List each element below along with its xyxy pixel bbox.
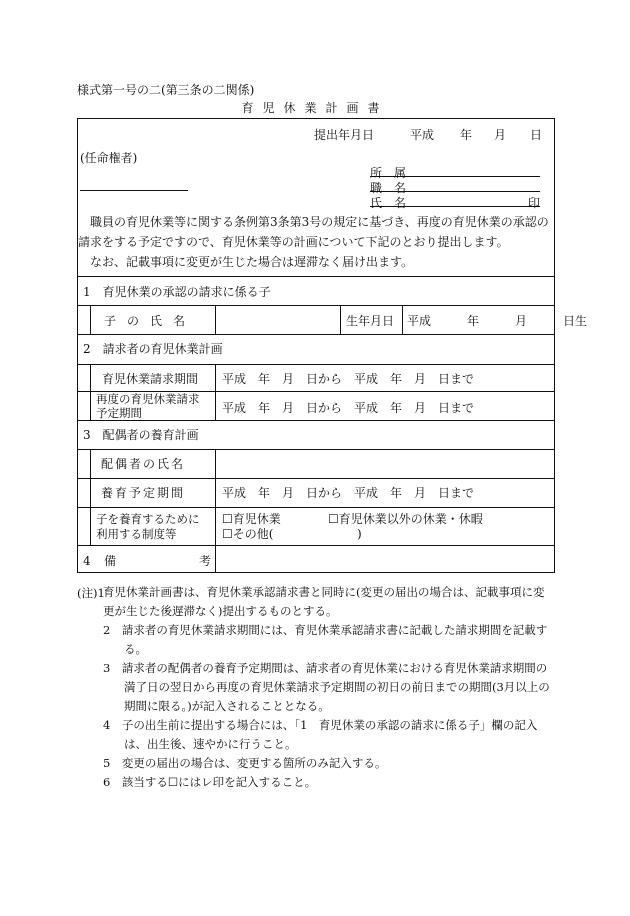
other-close-paren: ) — [357, 527, 362, 541]
spouse-name-field[interactable] — [216, 450, 554, 477]
appointer-line — [80, 190, 188, 191]
care-system-label-line2: 利用する制度等 — [96, 527, 177, 541]
section2-heading: 2 請求者の育児休業計画 — [83, 342, 223, 356]
remarks-label-char1: 備 — [104, 554, 117, 568]
submission-date-day: 日 — [530, 128, 543, 142]
rule — [90, 449, 91, 545]
rule — [90, 364, 91, 420]
note-3: 3 請求者の配偶者の養育予定期間は、請求者の育児休業における育児休業請求期間の満了日の翌日から再度の育児休業請求予定期間の初日の前日までの期間(3月以上の期間に限る。)が記入されることとなる。 — [103, 661, 550, 713]
note-2: 2 請求者の育児休業請求期間には、育児休業承認請求書に記載した請求期間を記載する。 — [103, 623, 548, 656]
spouse-name-label: 配偶者の氏名 — [101, 457, 186, 471]
leave-period-label: 育児休業請求期間 — [102, 372, 199, 386]
rule — [215, 364, 216, 420]
section3-heading: 3 配偶者の養育計画 — [83, 428, 199, 442]
rule — [77, 507, 555, 508]
rule — [77, 420, 555, 421]
form-title: 育児休業計画書 — [241, 101, 389, 115]
submission-date-year: 年 — [460, 128, 473, 142]
child-name-field[interactable] — [216, 306, 339, 333]
repeat-leave-field[interactable]: 平成 年 月 日から 平成 年 月 日まで — [222, 401, 475, 415]
submission-date-label: 提出年月日 — [314, 128, 375, 142]
section1-heading: 1 育児休業の承認の請求に係る子 — [83, 285, 271, 299]
rule — [77, 276, 555, 277]
submission-date-month: 月 — [494, 128, 507, 142]
rule — [90, 305, 91, 334]
checkbox-other[interactable]: ☐その他( — [222, 527, 274, 541]
care-system-label-line1: 子を養育するために — [96, 512, 200, 526]
rule — [77, 364, 555, 365]
care-period-label: 養育予定期間 — [101, 486, 186, 500]
rule — [402, 305, 403, 334]
repeat-leave-label-line2: 予定期間 — [96, 406, 142, 420]
repeat-leave-label-line1: 再度の育児休業請求 — [96, 392, 200, 406]
section4-number: 4 — [83, 554, 91, 568]
form-number: 様式第一号の二(第三条の二関係) — [77, 83, 255, 97]
checkbox-other-leave[interactable]: ☐育児休業以外の休業・休暇 — [328, 512, 483, 526]
leave-period-field[interactable]: 平成 年 月 日から 平成 年 月 日まで — [222, 372, 475, 386]
name-field[interactable] — [370, 206, 540, 207]
birth-date-field[interactable]: 平成 年 月 日生 — [407, 314, 588, 328]
rule — [77, 478, 555, 479]
name-label: 氏 名 — [370, 196, 407, 210]
submission-date-era: 平成 — [410, 128, 435, 142]
note-1: 育児休業計画書は、育児休業承認請求書と同時に(変更の届出の場合は、記載事項に変更が生じた後遅滞なく)提出するものとする。 — [103, 585, 545, 618]
appointer-label: (任命権者) — [80, 151, 138, 165]
notes-heading: (注)1 — [77, 586, 105, 600]
position-label: 職 名 — [370, 181, 407, 195]
note-6: 6 該当する☐にはレ印を記入すること。 — [103, 775, 317, 789]
checkbox-childcare-leave[interactable]: ☐育児休業 — [222, 512, 281, 526]
care-period-field[interactable]: 平成 年 月 日から 平成 年 月 日まで — [222, 486, 475, 500]
position-field[interactable] — [370, 191, 540, 192]
intro-paragraph-1: 職員の育児休業等に関する条例第3条第3号の規定に基づき、再度の育児休業の承認の請求をする予定ですので、育児休業等の計画について下記のとおり提出します。 — [78, 215, 549, 249]
note-4: 4 子の出生前に提出する場合には、「1 育児休業の承認の請求に係る子」欄の記入は、出生後、速やかに行うこと。 — [103, 718, 538, 751]
affiliation-label: 所 属 — [370, 166, 407, 180]
intro-paragraph-2: なお、記載事項に変更が生じた場合は遅滞なく届け出ます。 — [90, 255, 414, 269]
remarks-field[interactable] — [216, 546, 554, 572]
remarks-label-char2: 考 — [199, 554, 212, 568]
affiliation-field[interactable] — [370, 176, 540, 177]
rule — [77, 334, 555, 335]
rule — [340, 305, 341, 334]
birth-date-label: 生年月日 — [346, 314, 395, 328]
seal-mark: 印 — [528, 196, 541, 210]
note-5: 5 変更の届出の場合は、変更する箇所のみ記入する。 — [103, 756, 387, 770]
child-name-label: 子の氏名 — [104, 314, 197, 328]
